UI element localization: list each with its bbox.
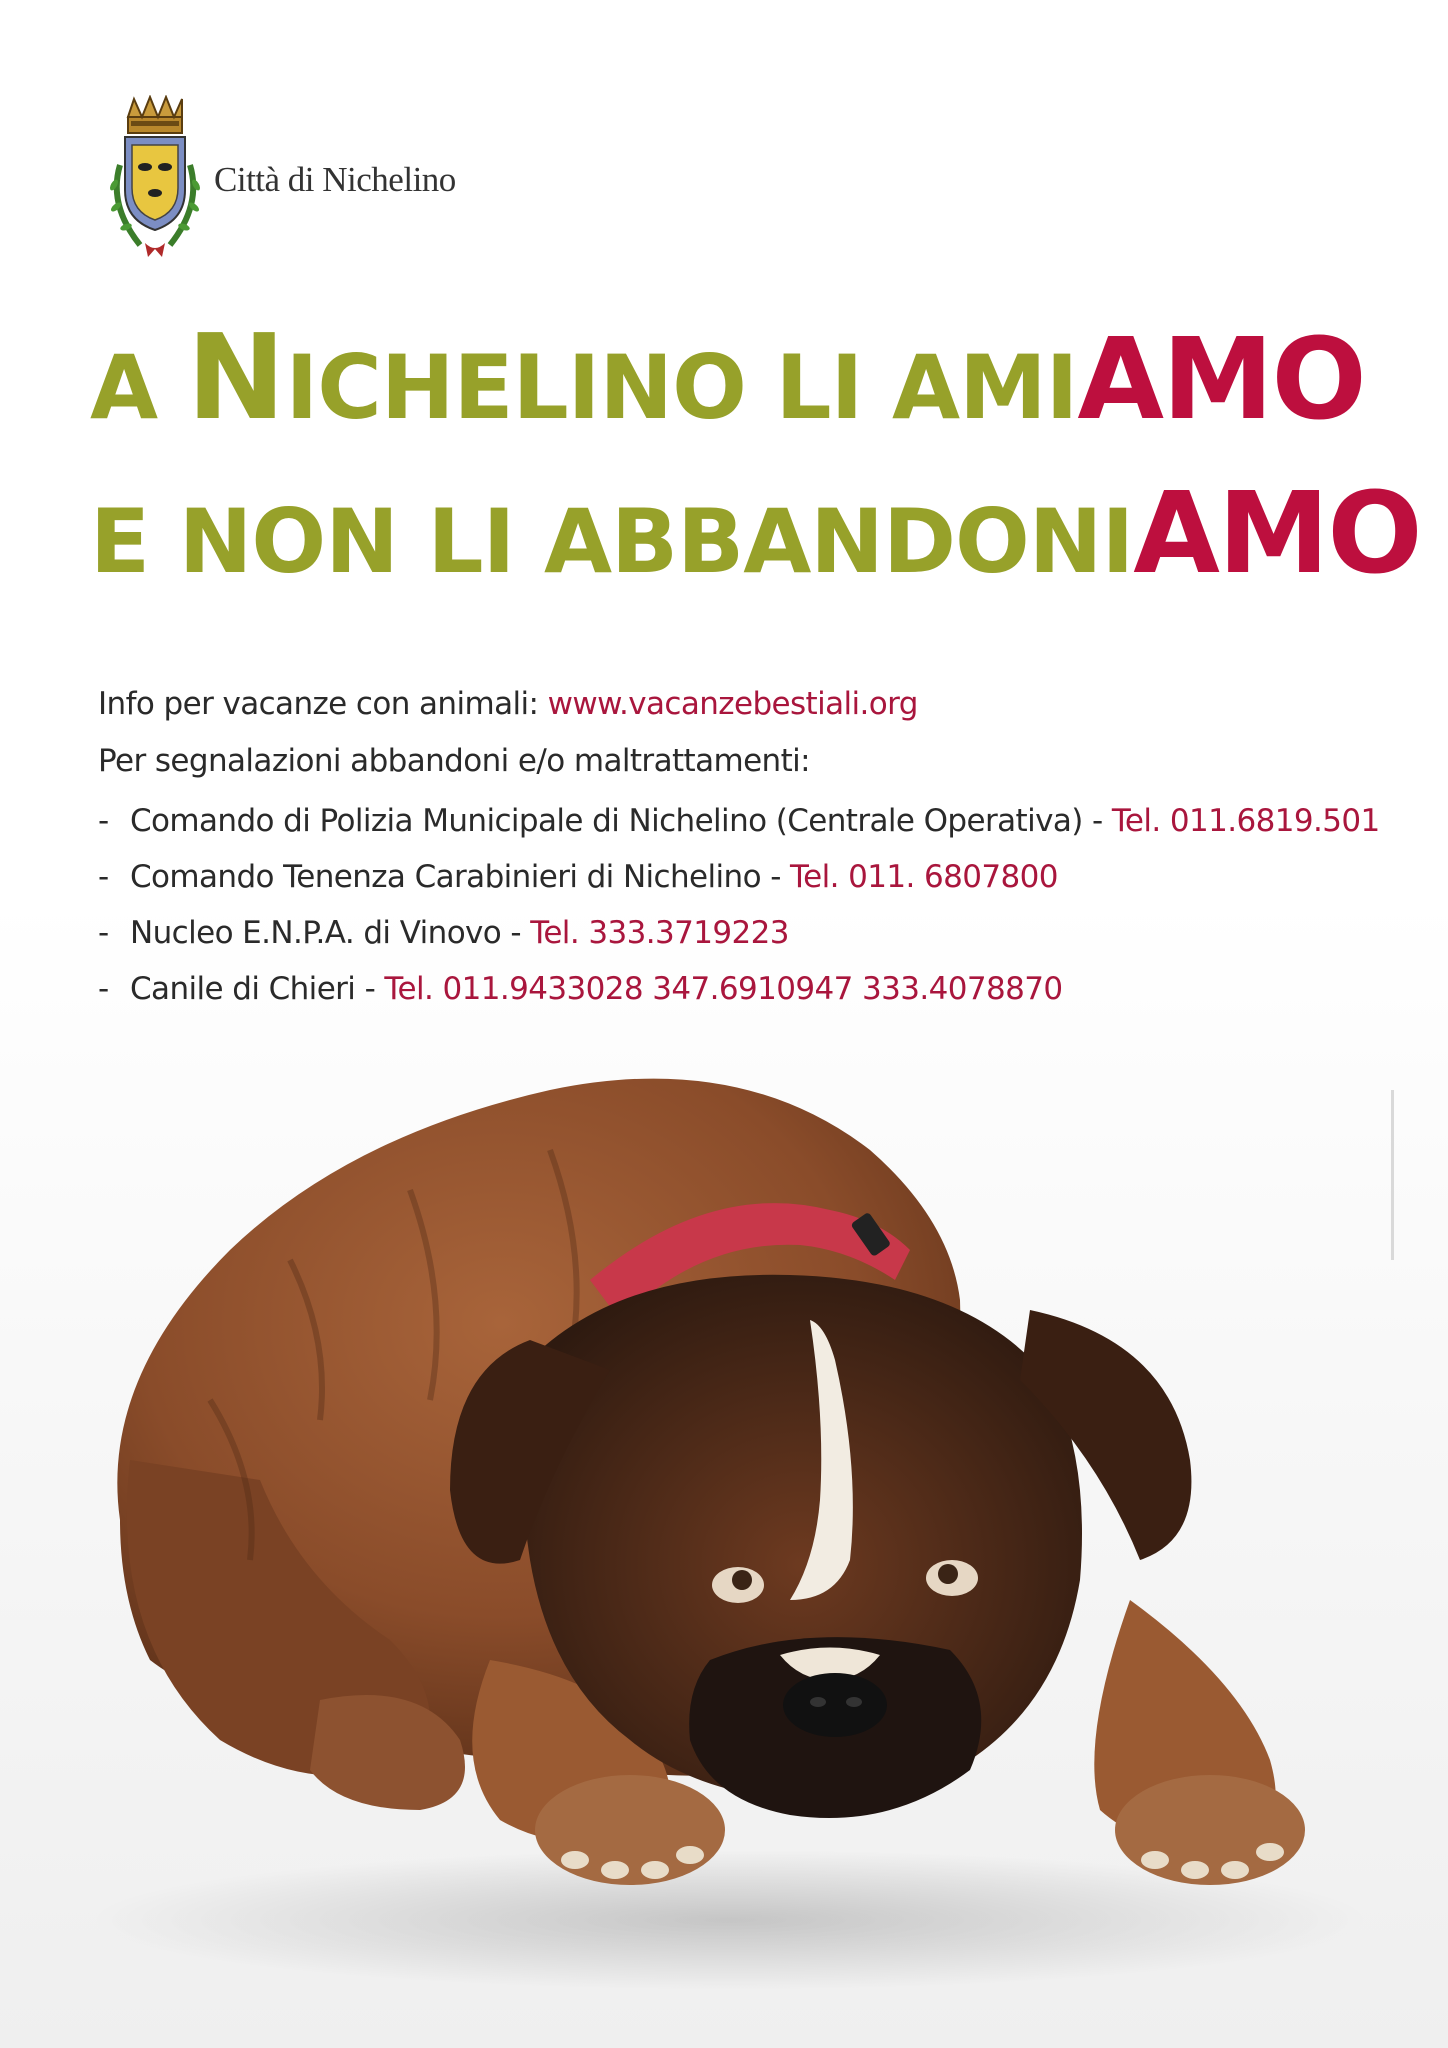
contact-phone: Tel. 011.9433028 347.6910947 333.4078870 <box>384 971 1063 1007</box>
contact-item <box>98 859 1058 895</box>
headline-line2-main: E NON LI ABBANDONI <box>90 490 1134 593</box>
contact-phone: Tel. 333.3719223 <box>530 915 789 951</box>
contact-name: Nucleo E.N.P.A. di Vinovo - <box>130 915 531 951</box>
list-dash: - <box>98 971 109 1007</box>
vacations-info <box>98 686 918 722</box>
headline-line2-accent: AMO <box>1133 469 1421 599</box>
headline-line-2 <box>90 469 1421 599</box>
contact-name: Comando di Polizia Municipale di Nichelino (Centrale Operativa) - <box>130 803 1112 839</box>
city-name: Città di Nichelino <box>214 160 456 199</box>
headline-line1-n: N <box>186 308 286 446</box>
contact-phone: Tel. 011.6819.501 <box>1111 803 1380 839</box>
contact-phone: Tel. 011. 6807800 <box>790 859 1058 895</box>
contact-item <box>98 971 1062 1007</box>
boxer-dog-photo <box>90 1040 1390 2000</box>
contact-item <box>98 915 789 951</box>
headline-line1-rest: ICHELINO LI AMI <box>285 336 1078 439</box>
vacations-label: Info per vacanze con animali: <box>98 686 548 722</box>
headline-line1-a: A <box>90 336 187 439</box>
report-label: Per segnalazioni abbandoni e/o maltrattamenti: <box>98 743 811 779</box>
list-dash: - <box>98 859 109 895</box>
vacations-url-link[interactable]: www.vacanzebestiali.org <box>547 686 918 722</box>
contact-item <box>98 803 1380 839</box>
list-dash: - <box>98 803 109 839</box>
list-dash: - <box>98 915 109 951</box>
contact-name: Canile di Chieri - <box>130 971 385 1007</box>
headline-line-1 <box>90 308 1365 446</box>
headline-line1-accent: AMO <box>1077 315 1365 445</box>
contact-name: Comando Tenenza Carabinieri di Nichelino - <box>130 859 791 895</box>
city-coat-of-arms-logo <box>100 95 210 265</box>
